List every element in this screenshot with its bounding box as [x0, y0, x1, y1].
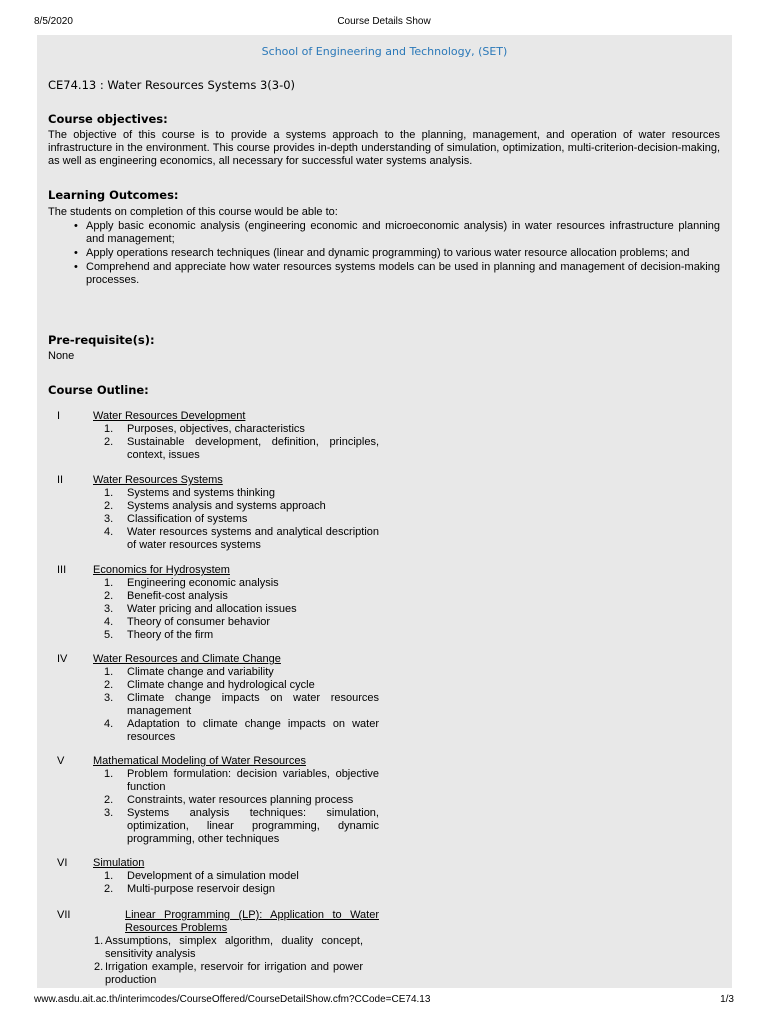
- learning-outcomes-list: [48, 220, 720, 288]
- page-number: 1/3: [720, 994, 734, 1005]
- unit-title: Economics for Hydrosystem: [93, 564, 230, 576]
- list-item: 3. Climate change impacts on water resources management: [104, 692, 379, 717]
- prerequisites-heading: Pre-requisite(s):: [48, 333, 155, 347]
- bullet-icon: •: [74, 247, 78, 259]
- unit-number: III: [57, 564, 67, 576]
- course-details-panel: [37, 35, 732, 988]
- list-item: 3. Systems analysis techniques: simulation, optimization, linear programming, dynamic programming, other techniques: [104, 807, 379, 845]
- unit-number: I: [57, 410, 61, 422]
- list-item: 2. Multi-purpose reservoir design: [104, 883, 275, 895]
- objectives-heading: Course objectives:: [48, 112, 168, 126]
- list-item: 2. Systems analysis and systems approach: [104, 500, 326, 512]
- list-item: 1. Development of a simulation model: [104, 870, 299, 882]
- unit-number: VI: [57, 857, 68, 869]
- unit-title: Water Resources and Climate Change: [93, 653, 281, 665]
- list-item: • Apply operations research techniques (linear and dynamic programming) to various water resource allocation problems; and: [74, 247, 690, 259]
- unit-title: Water Resources Systems: [93, 474, 223, 486]
- list-item: 1. Assumptions, simplex algorithm, duality concept, sensitivity analysis: [94, 935, 363, 960]
- prerequisites-value: None: [48, 350, 75, 362]
- unit-title: Simulation: [93, 857, 145, 869]
- learning-outcomes-intro: The students on completion of this course would be able to:: [48, 206, 338, 218]
- unit-number: VII: [57, 909, 71, 921]
- list-item: 1. Engineering economic analysis: [104, 577, 279, 589]
- list-item: 1. Purposes, objectives, characteristics: [104, 423, 305, 435]
- list-item: • Comprehend and appreciate how water resources systems models can be used in planning and management of decision-making processes.: [74, 261, 720, 286]
- learning-outcomes-heading: Learning Outcomes:: [48, 188, 179, 202]
- list-item: • Apply basic economic analysis (engineering economic and microeconomic analysis) in water resources infrastructure planning and management;: [74, 220, 720, 245]
- page-url: www.asdu.ait.ac.th/interimcodes/CourseOffered/CourseDetailShow.cfm?CCode=CE74.13: [34, 994, 431, 1005]
- print-date: 8/5/2020: [34, 16, 73, 27]
- list-item: 2. Constraints, water resources planning process: [104, 794, 354, 806]
- list-item: 4. Water resources systems and analytical description of water resources systems: [104, 526, 379, 551]
- bullet-icon: •: [74, 220, 78, 232]
- unit-title: Mathematical Modeling of Water Resources: [93, 755, 306, 767]
- unit-number: V: [57, 755, 65, 767]
- list-item: 4. Adaptation to climate change impacts on water resources: [104, 718, 379, 743]
- objectives-text: The objective of this course is to provide a systems approach to the planning, management, and operation of water resources infrastructure in the environment. This course provides in-depth understanding of simulation, optimization, multi-criterion-decision-making, as well as engineering economics, all necessary for successful water systems analysis.: [48, 129, 720, 167]
- print-title: Course Details Show: [337, 16, 431, 27]
- unit-number: IV: [57, 653, 68, 665]
- list-item: 3. Water pricing and allocation issues: [104, 603, 297, 615]
- unit-number: II: [57, 474, 64, 486]
- school-name: School of Engineering and Technology, (SET): [261, 45, 508, 58]
- list-item: 1. Climate change and variability: [104, 666, 274, 678]
- unit-title: Water Resources Development: [93, 410, 246, 422]
- print-footer: [0, 994, 768, 1008]
- list-item: 3. Classification of systems: [104, 513, 248, 525]
- list-item: 4. Theory of consumer behavior: [104, 616, 271, 628]
- course-outline-heading: Course Outline:: [48, 383, 149, 397]
- list-item: 2. Benefit-cost analysis: [104, 590, 228, 602]
- list-item: 1. Problem formulation: decision variables, objective function: [104, 768, 379, 793]
- print-header: [0, 16, 768, 30]
- list-item: 2. Climate change and hydrological cycle: [104, 679, 315, 691]
- list-item: 5. Theory of the firm: [104, 629, 214, 641]
- list-item: 1. Systems and systems thinking: [104, 487, 275, 499]
- list-item: 2. Sustainable development, definition, principles, context, issues: [104, 436, 379, 461]
- list-item: 2. Irrigation example, reservoir for irrigation and power production: [94, 961, 363, 986]
- bullet-icon: •: [74, 261, 78, 273]
- course-title: CE74.13 : Water Resources Systems 3(3-0): [48, 78, 296, 92]
- unit-title: Linear Programming (LP): Application to Water Resources Problems: [125, 909, 379, 934]
